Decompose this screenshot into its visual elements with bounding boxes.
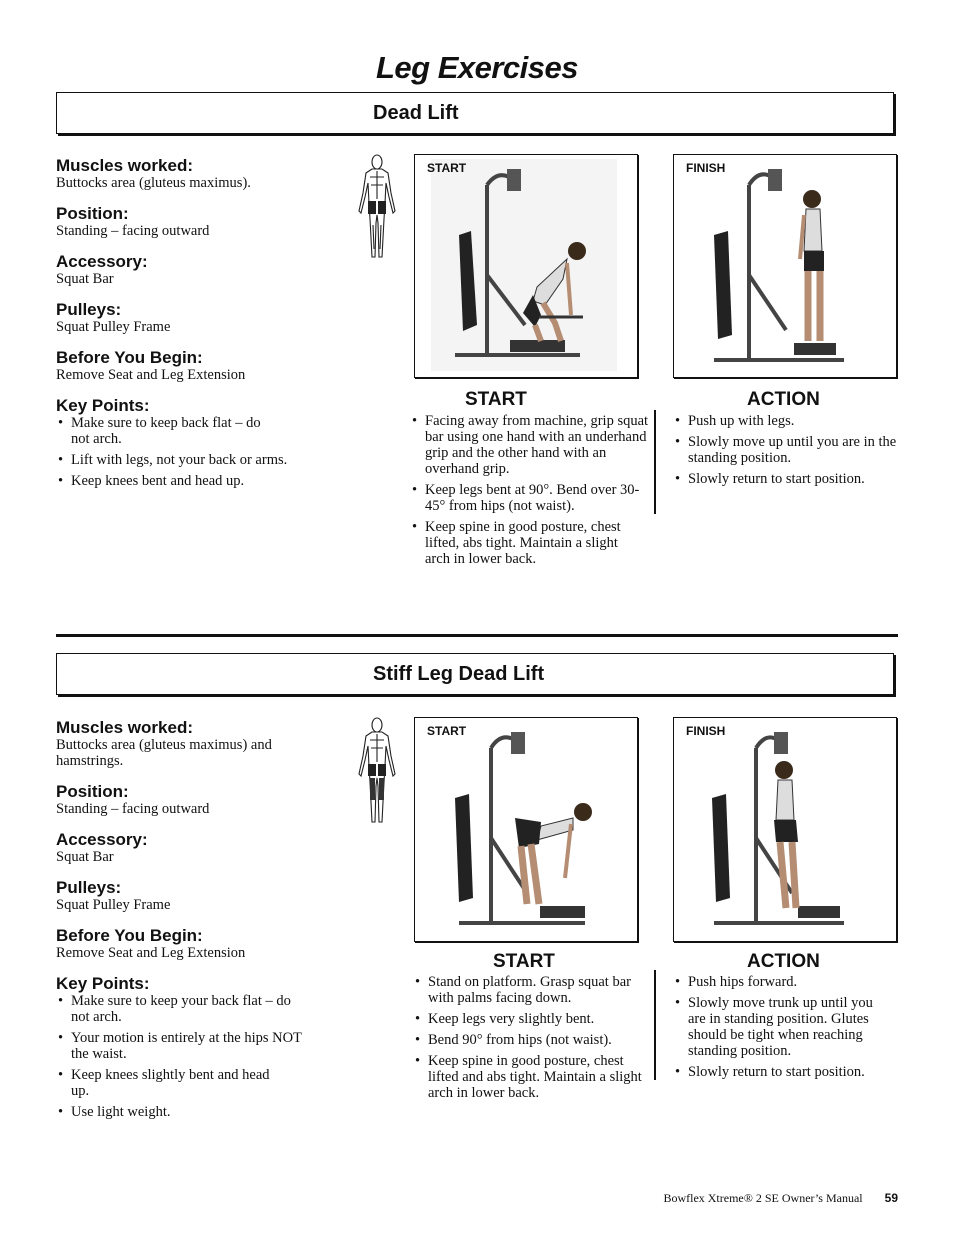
muscles-label: Muscles worked: [56, 156, 193, 175]
muscles-label: Muscles worked: [56, 718, 193, 737]
before-label: Before You Begin: [56, 926, 203, 945]
page-footer [663, 1191, 898, 1206]
action-heading: ACTION [747, 389, 820, 410]
action-step: • Slowly move up until you are in the standing position. [673, 434, 903, 466]
muscle-figure-icon [352, 153, 402, 263]
start-photo [414, 717, 638, 942]
start-step: • Keep legs very slightly bent. [413, 1011, 643, 1027]
start-step: • Facing away from machine, grip squat bar using one hand with an underhand grip and the other hand with an overhand grip. [410, 413, 650, 477]
start-step: • Keep legs bent at 90°. Bend over 30-45° from hips (not waist). [410, 482, 650, 514]
page-number: 59 [884, 1191, 898, 1205]
action-step: • Push up with legs. [673, 413, 903, 429]
position-label: Position: [56, 204, 129, 223]
before-value: Remove Seat and Leg Extension [56, 367, 246, 383]
start-heading: START [493, 951, 555, 972]
position-value: Standing – facing outward [56, 801, 210, 817]
photo-tag-start: START [427, 724, 467, 738]
accessory-value: Squat Bar [56, 849, 114, 865]
position-value: Standing – facing outward [56, 223, 210, 239]
key-points-label: Key Points: [56, 974, 150, 993]
exercise-illustration-icon [674, 155, 896, 377]
pulleys-value: Squat Pulley Frame [56, 319, 171, 335]
page-title: Leg Exercises [375, 50, 579, 85]
exercise-illustration-icon [415, 155, 637, 377]
exercise-details-stiff-leg-dead-lift [56, 718, 326, 1125]
column-divider [654, 970, 656, 1080]
start-photo [414, 154, 638, 378]
action-step: • Slowly move trunk up until you are in standing position. Glutes should be tight when reaching standing position. [673, 995, 893, 1059]
start-step: • Stand on platform. Grasp squat bar with palms facing down. [413, 974, 643, 1006]
start-step: • Keep spine in good posture, chest lifted and abs tight. Maintain a slight arch in lower back. [413, 1053, 643, 1101]
pulleys-label: Pulleys: [56, 300, 122, 319]
photo-tag-finish: FINISH [686, 161, 726, 175]
key-point: • Make sure to keep your back flat – do not arch. [56, 993, 296, 1025]
action-heading: ACTION [747, 951, 820, 972]
start-heading: START [465, 389, 527, 410]
muscles-value: Buttocks area (gluteus maximus). [56, 175, 251, 191]
photo-tag-start: START [427, 161, 467, 175]
exercise-illustration-icon [415, 718, 637, 941]
key-point: • Keep knees bent and head up. [56, 473, 318, 489]
position-label: Position: [56, 782, 129, 801]
muscle-figure-icon [352, 716, 402, 828]
key-point: • Lift with legs, not your back or arms. [56, 452, 318, 468]
section-title-stiff-leg-dead-lift: Stiff Leg Dead Lift [56, 653, 894, 695]
start-step: • Bend 90° from hips (not waist). [413, 1032, 643, 1048]
manual-title: Bowflex Xtreme® 2 SE Owner’s Manual [663, 1191, 863, 1205]
muscles-value: Buttocks area (gluteus maximus) and hamstrings. [56, 737, 272, 769]
accessory-label: Accessory: [56, 252, 148, 271]
key-point: • Keep knees slightly bent and head up. [56, 1067, 271, 1099]
pulleys-value: Squat Pulley Frame [56, 897, 171, 913]
accessory-value: Squat Bar [56, 271, 114, 287]
accessory-label: Accessory: [56, 830, 148, 849]
key-points-list [56, 415, 318, 489]
key-point: • Use light weight. [56, 1104, 301, 1120]
key-point: • Your motion is entirely at the hips NOT the waist. [56, 1030, 306, 1062]
key-points-label: Key Points: [56, 396, 150, 415]
photo-tag-finish: FINISH [686, 724, 726, 738]
finish-photo [673, 154, 897, 378]
action-step: • Slowly return to start position. [673, 471, 903, 487]
action-steps-list [673, 974, 898, 1085]
action-step: • Slowly return to start position. [673, 1064, 898, 1080]
exercise-illustration-icon [674, 718, 896, 941]
before-value: Remove Seat and Leg Extension [56, 945, 246, 961]
key-points-list [56, 993, 301, 1120]
before-label: Before You Begin: [56, 348, 203, 367]
section-divider [56, 634, 898, 637]
section-title-dead-lift: Dead Lift [56, 92, 894, 134]
key-point: • Make sure to keep back flat – do not arch. [56, 415, 261, 447]
action-step: • Push hips forward. [673, 974, 898, 990]
exercise-details-dead-lift [56, 156, 326, 494]
start-steps-list [410, 413, 650, 572]
pulleys-label: Pulleys: [56, 878, 122, 897]
start-steps-list [413, 974, 643, 1106]
column-divider [654, 410, 656, 514]
action-steps-list [673, 413, 903, 492]
finish-photo [673, 717, 897, 942]
start-step: • Keep spine in good posture, chest lifted, abs tight. Maintain a slight arch in lower back. [410, 519, 640, 567]
